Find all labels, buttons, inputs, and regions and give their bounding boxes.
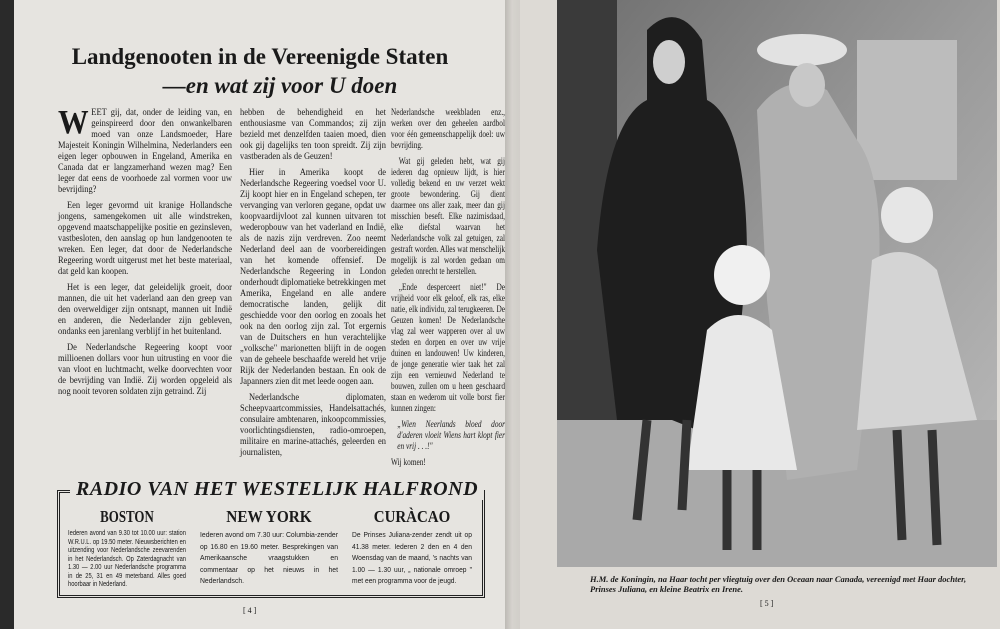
station-name: NEW YORK bbox=[226, 507, 312, 526]
bonnet bbox=[714, 245, 770, 305]
face bbox=[653, 40, 685, 84]
paragraph: Nederlandsche diplomaten, Scheepvaartcommissies, Handelsattachés, consulaire ambtenaren, inkoopcommissies, voorlichtingsdiensten, radio-omroepen, militaire en marine-attachés, geleerden en journalisten, bbox=[240, 393, 386, 458]
poem-quote: „Wien Neerlands bloed door d'aderen vloeit Wiens hart klopt fier en vrij . . .!" bbox=[397, 420, 505, 452]
paragraph: WEET gij, dat, onder de leiding van, en geinspireerd door den onwankelbaren moed van onze Landsmoeder, Hare Majesteit Koningin Wilhelmina, Nederlanders een eigen leger opbouwen in Engeland, Amerika en Canada dat er langzamerhand wezen mag? Een leger dat eens de voorhoede zal vormen voor uw bevrijding? bbox=[58, 104, 232, 195]
radio-station-new-york bbox=[200, 508, 338, 592]
article-title: Landgenooten in de Vereenigde Staten bbox=[71, 44, 449, 69]
paragraph: Wat gij geleden hebt, wat gij iederen dag opnieuw lijdt, is hier volledig bekend en uw verzet wekt groote bewondering. Gij dient daarmee ons aller zaak, meer dan gij misschien beseft. Elke nazimisdaad, elke diefstal waarvan het Nederlandsche volk zal getuigen, zal gestraft worden. Alles wat menschelijk mogelijk is zal worden gedaan om geleden onrecht te herstellen. bbox=[391, 157, 505, 277]
station-text: De Prinses Juliana-zender zendt uit op 41.38 meter. Iederen 2 den en 4 den Woensdag van de maand, 's nachts van 1.00 — 1.30 uur, „ nationale omroep " met een programma voor de jeugd. bbox=[352, 530, 472, 585]
paragraph: Nederlandsche weekbladen enz., werken over den geheelen aardbol voor één gemeenschappelijk doel: uw bevrijding. bbox=[391, 108, 505, 151]
article-subtitle: —en wat zij voor U doen bbox=[162, 73, 398, 98]
station-text: Iederen avond van 9.30 tot 10.00 uur: station W.R.U.L. op 19.50 meter. Nieuwsberichten en uitzending voor Nederlandsche zeevarenden in het Nederlandsch. Op Zaterdagnacht van 1.30 — 2.00 uur Nederlandsche programma in de 25, 31 en 49 meterband. Alles goed hoorbaar in Nederland. bbox=[68, 528, 186, 588]
paragraph: Het is een leger, dat geleidelijk groeit, door mannen, die uit het vaderland aan den greep van den overweldiger zijn ontsnapt, mannen uit Indië en anderen, die Nederlander zijn gebleven, ondanks een jarenlang verblijf in het buitenland. bbox=[58, 283, 232, 337]
station-text: Iederen avond om 7.30 uur: Columbia-zender op 16.80 en 19.60 meter. Besprekingen van Amerikaansche vraagstukken en commentaar op het nieuws in het Nederlandsch. bbox=[200, 530, 338, 585]
paragraph: hebben de behendigheid en het enthousiasme van Commandos; zij zijn bezield met denzelfden taaien moed, dien ook gij dagelijks ten toon spreidt. Zij zijn vastberaden als de Geuzen! bbox=[240, 108, 386, 162]
paragraph: Een leger gevormd uit kranige Hollandsche jongens, samengekomen uit alle windstreken, opgevend maatschappelijke positie en gezinsleven, vastbesloten, den aanslag op hun landgenooten te wreken. Een leger, dat door de Nederlandsche Regeering wordt uitgerust met het beste materiaal, dat geld kan koopen. bbox=[58, 201, 232, 277]
closing-line: Wij komen! bbox=[391, 458, 426, 468]
radio-station-boston bbox=[68, 508, 186, 592]
radio-station-curacao bbox=[352, 508, 472, 592]
station-name: CURÀCAO bbox=[373, 507, 451, 526]
hat bbox=[757, 34, 847, 66]
paragraph: De Nederlandsche Regeering koopt voor millioenen dollars voor hun uitrusting en voor die van vloot en luchtmacht, welke doorvechten voor de bevrijding van Indië. Zij worden opgeleid als nog nooit tevoren soldaten zijn getraind. Zij bbox=[58, 343, 232, 397]
house bbox=[857, 40, 957, 180]
station-name: BOSTON bbox=[100, 507, 154, 526]
page-number-right: [ 5 ] bbox=[760, 599, 774, 608]
drop-cap: W bbox=[58, 104, 89, 141]
paragraph: Hier in Amerika koopt de Nederlandsche Regeering voedsel voor U. Zij koopt hier en in Engeland schepen, ter vervanging van verloren gegane, opdat uw koopvaardijvloot zal kunnen uitvaren tot wederopbouw van het vaderland en Indië, als de nazis zijn verdreven. Zoo neemt Nederland deel aan de voorbereidingen van het komende offensief. De Nederlandsche Regeering in London onderhoudt diplomatieke betrekkingen met Amerika, Engeland en alle andere democratische landen, gelijk dit geschiedde voor den oorlog en zooals het ook na den oorlog zijn zal. Tot ergernis van de Duitschers en hun verachtelijke „volksche" marionetten blijft in de oogen van de geheele beschaafde wereld het vrije Rijk der Nederlanden bestaan. En ook de Japanners zien dit met leede oogen aan. bbox=[240, 168, 386, 387]
bonnet bbox=[881, 187, 933, 243]
royal-family-photo bbox=[557, 0, 997, 567]
radio-heading: RADIO VAN HET WESTELIJK HALFROND bbox=[70, 478, 484, 500]
paragraph: „Ende desperceert niet!" De vrijheid voor elk geloof, elk ras, elke natie, elk individu, zal terugkeeren. De Geuzen komen! De Nederlandsche vlag zal weer wapperen over al uw steden en dorpen en over uw vrije duinen en landouwen! Uw kinderen, de jonge generatie wier taak het zal zijn een vernieuwd Nederland te bouwen, zullen om u heen geschaard staan en wederom uit volle borst fier kunnen zingen: bbox=[391, 283, 505, 414]
photo-caption: H.M. de Koningin, na Haar tocht per vliegtuig over den Oceaan naar Canada, vereenigd met Haar dochter, Prinses Juliana, en kleine Beatrix en Irene. bbox=[590, 574, 967, 594]
article-column-1 bbox=[58, 104, 232, 478]
face bbox=[789, 63, 825, 107]
article-column-3 bbox=[391, 108, 505, 478]
article-column-2 bbox=[240, 108, 386, 478]
page-number-left: [ 4 ] bbox=[243, 606, 257, 615]
